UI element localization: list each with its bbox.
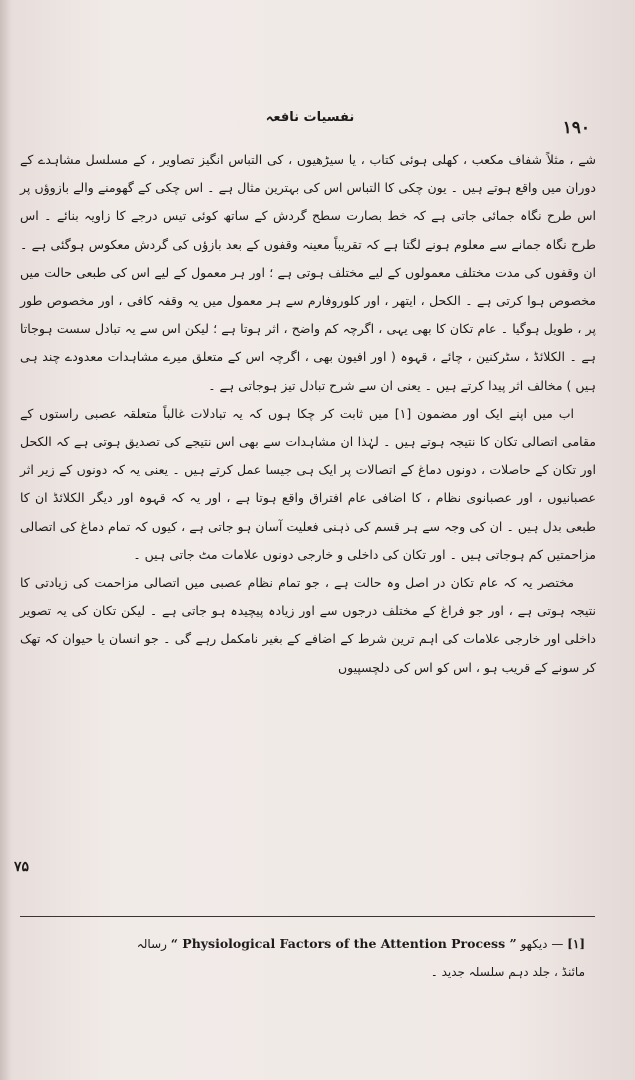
running-title: نفسيات نافعہ bbox=[265, 110, 355, 125]
footnote-line-1 bbox=[40, 930, 585, 958]
footnote-divider bbox=[20, 916, 595, 917]
body-text bbox=[20, 146, 596, 682]
footnote-line-2: مائنڈ ، جلد دہم سلسلہ جدید ۔ bbox=[430, 965, 585, 979]
paragraph-3: مختصر یہ کہ عام تکان در اصل وہ حالت ہے ، جو تمام نظام عصبی میں اتصالی مزاحمت کی زیادتی کا نتیجہ ہوتی ہے ، اور جو فراغ کے مختلف درجوں سے اور زیادہ پیچیدہ ہو جاتی ہے ۔ لیکن تکان کی یہ تصویر داخلی اور خارجی علامات کی اہم ترین شرط کے اضافے کے بغیر نامکمل رہے گی ۔ جو انسان یا حیوان کہ تھک کر سونے کے قریب ہو ، اس کو اس کی دلچسپیوں bbox=[20, 575, 596, 675]
margin-note-number: ۷۵ bbox=[14, 859, 30, 875]
page-gutter-shadow bbox=[0, 0, 12, 1080]
paragraph-2: اب میں اپنے ایک اور مضمون [۱] میں ثابت کر چکا ہوں کہ یہ تبادلات غالباً متعلقہ عصبی راستوں کے مقامی اتصالی تکان کا نتیجہ ہوتے ہیں ۔ لہٰذا ان مشاہدات سے بھی اس نتیجے کی تصدیق ہوتی ہے کہ الکحل اور تکان کے حاصلات ، دونوں دماغ کے اتصالات پر ایک ہی جیسا عمل کرتے ہیں ۔ یعنی یہ کہ دونوں کے زیر اثر عصبانیوں ، اور عصبانوی نظام ، کا اضافی عام افتراق واقع ہوتا ہے ، اور یہ کہ قہوہ اور دیگر الکلائڈ ان کا طبعی بدل ہیں ۔ ان کی وجہ سے ہر قسم کی ذہنی فعلیت آسان ہو جاتی ہے ، کیوں کہ تمام دماغ کی اتصالی مزاحمتیں کم ہوجاتی ہیں ۔ اور تکان کی داخلی و خارجی دونوں علامات مٹ جاتی ہیں ۔ bbox=[20, 405, 596, 562]
footnote bbox=[40, 930, 585, 986]
footnote-english-title: “ Physiological Factors of the Attention Process ” bbox=[170, 936, 517, 951]
footnote-prefix: — دیکھو bbox=[520, 937, 564, 951]
footnote-suffix: رسالہ bbox=[136, 937, 167, 951]
page-header bbox=[30, 104, 590, 144]
page-number: ۱۹۰ bbox=[562, 118, 590, 138]
paragraph-1: شے ، مثلاً شفاف مکعب ، کھلی ہوئی کتاب ، یا سیڑھیوں ، کی التباس انگیز تصاویر ، کے مسلسل مشاہدے کے دوران میں واقع ہوتے ہیں ۔ یون چکی کا التباس اس کی بہترین مثال ہے ۔ اس چکی کے گھومنے والے بازوؤں پر اس طرح نگاہ جمائی جاتی ہے کہ خط بصارت سطح گردش کے ساتھ کوئی تیس درجے کا زاویہ بنائے ۔ اس طرح نگاہ جمانے سے معلوم ہونے لگتا ہے کہ تقریباً معینہ وقفوں کے بعد بازؤں کی گردش معکوس ہوگئی ہے ۔ ان وقفوں کی مدت مختلف معمولوں کے لیے مختلف ہوتی ہے ؛ اور ہر معمول کے لیے اس کی طبعی حالت میں مخصوص ہوا کرتی ہے ۔ الکحل ، ایتھر ، اور کلوروفارم سے ہر معمول میں یہ وقفہ کافی ، اور مخصوص طور پر ، طویل ہوگیا ۔ عام تکان کا بھی یہی ، اگرچہ کم واضح ، اثر ہوتا ہے ؛ لیکن اس سے یہ تبادل سست ہوجاتا ہے ۔ الکلائڈ ، سٹرکنین ، چائے ، قہوہ ( اور افیون بھی ، اگرچہ اس کے متعلق میرے مشاہدات معدودے چند ہی ہیں ) مخالف اثر پیدا کرتے ہیں ۔ یعنی ان سے شرح تبادل تیز ہوجاتی ہے ۔ bbox=[20, 152, 596, 393]
footnote-marker: [۱] bbox=[567, 937, 585, 951]
